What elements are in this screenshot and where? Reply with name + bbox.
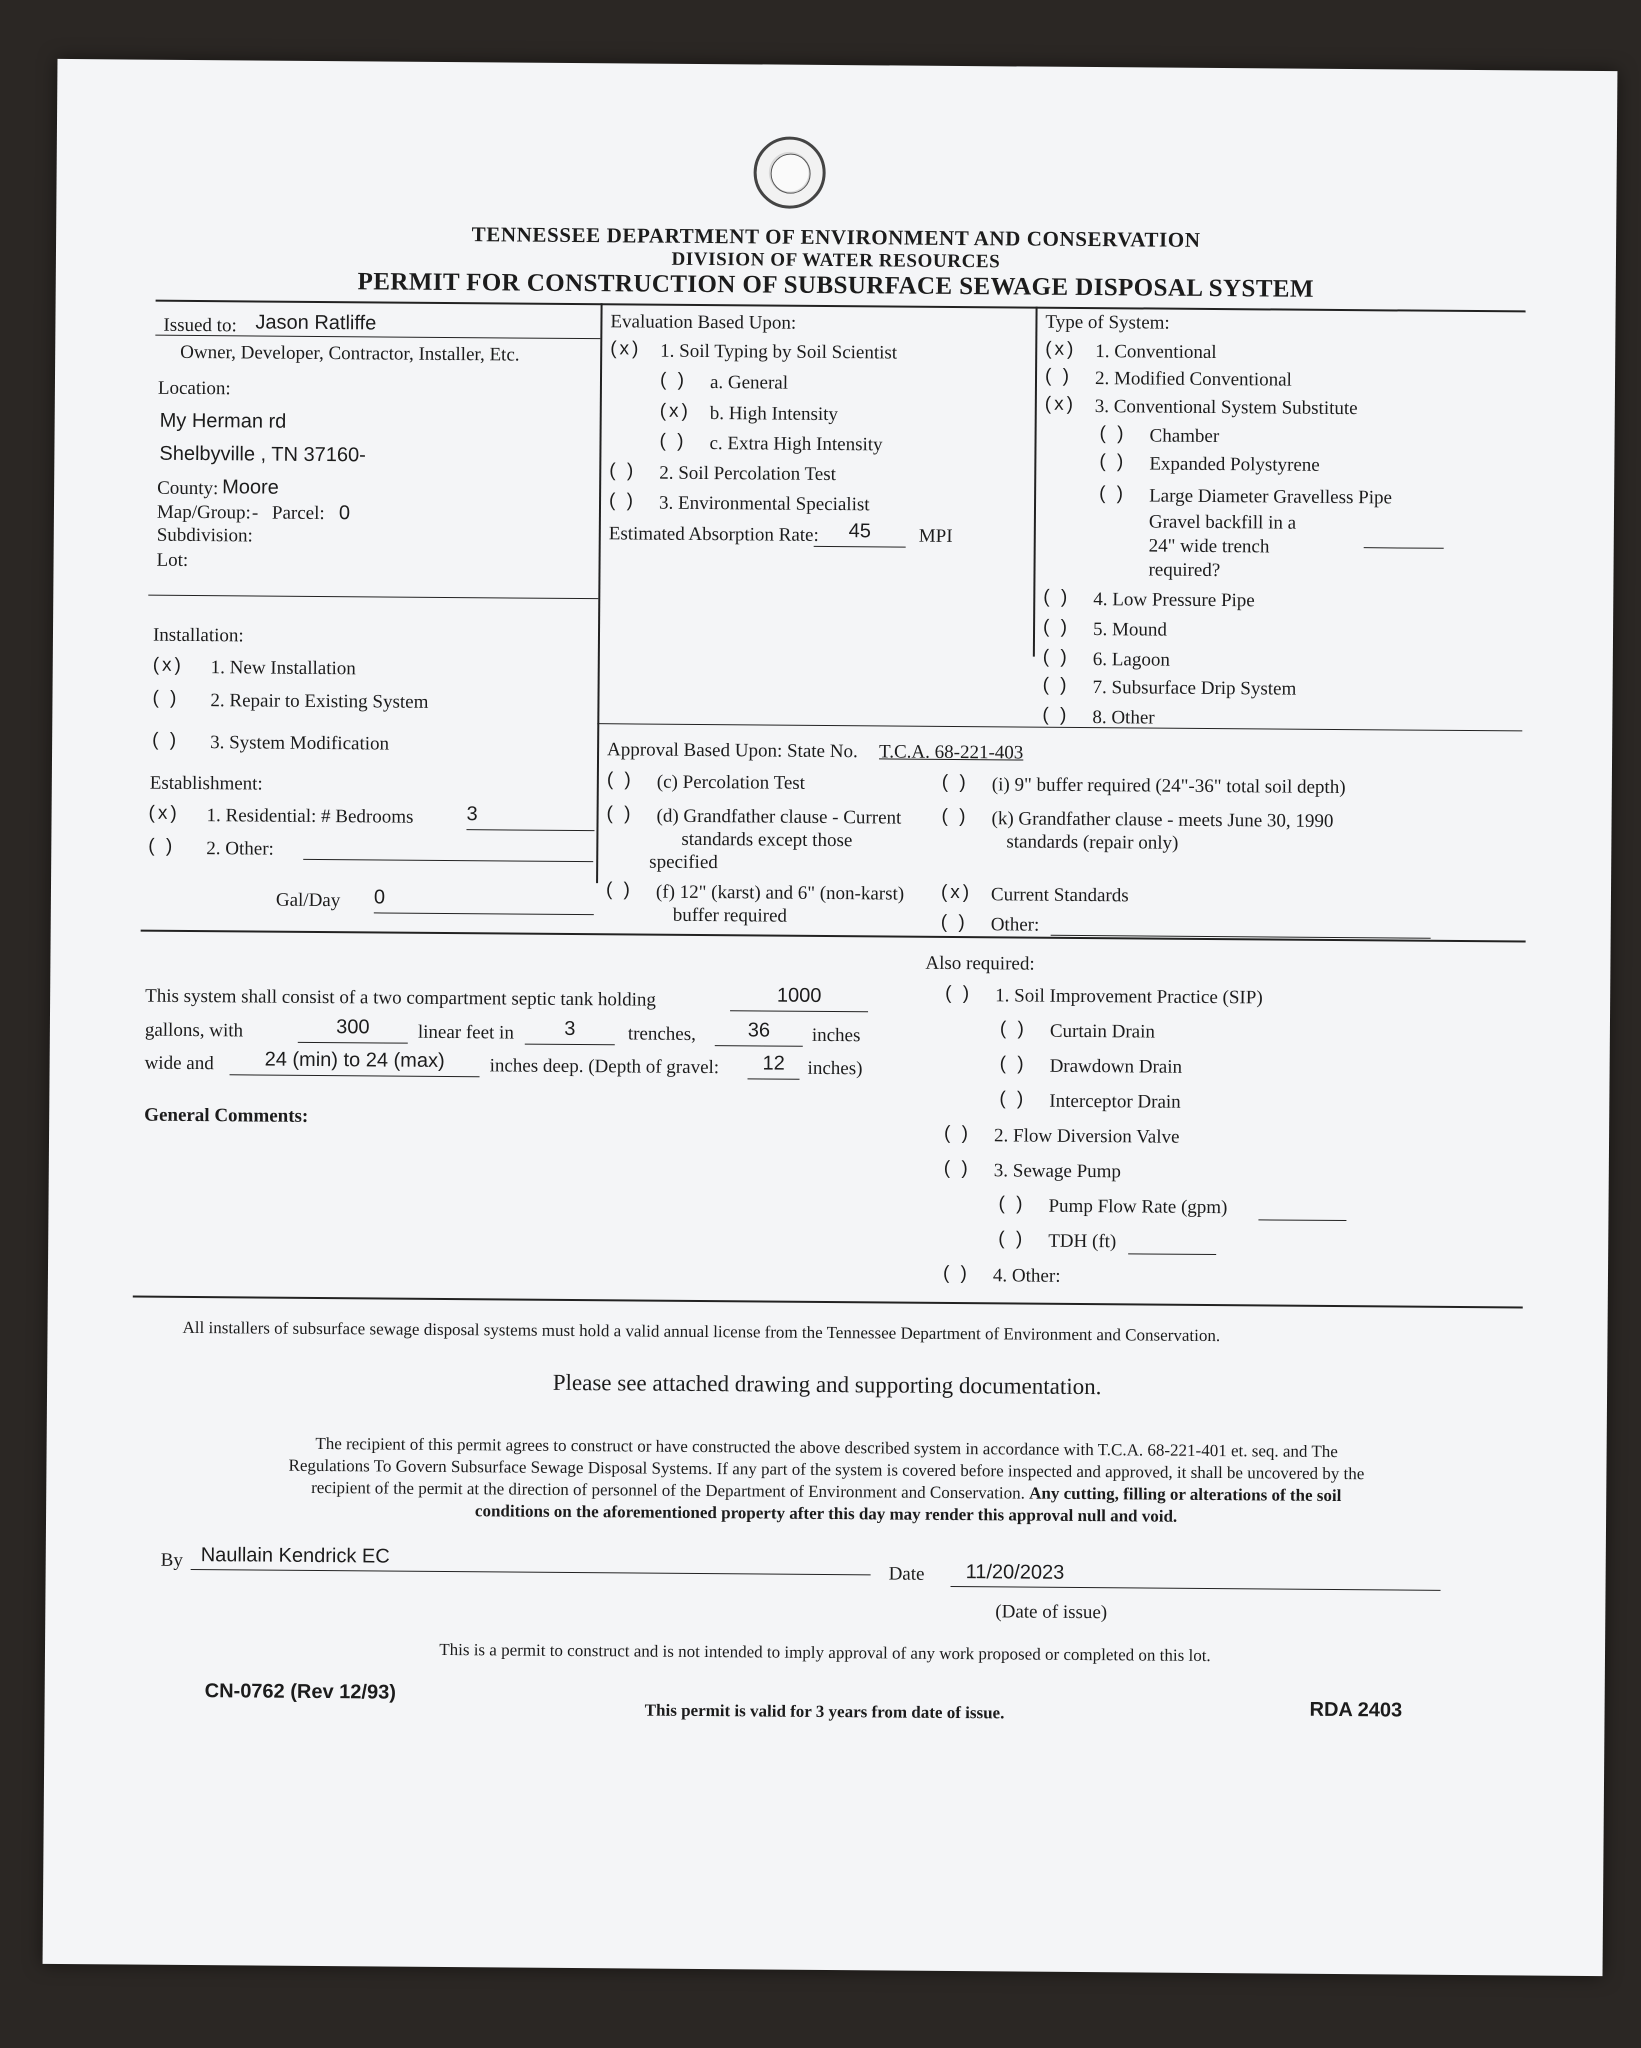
tdh-field[interactable] bbox=[1128, 1227, 1216, 1255]
parcel-label: Parcel: bbox=[271, 502, 325, 525]
flow-valve-checkbox[interactable]: ( ) bbox=[944, 1122, 972, 1145]
type-other-label: 8. Other bbox=[1092, 707, 1155, 729]
pump-flow-rate-field[interactable] bbox=[1258, 1193, 1346, 1221]
type-lagoon-checkbox[interactable]: ( ) bbox=[1042, 646, 1070, 668]
establishment-other-checkbox[interactable]: ( ) bbox=[148, 835, 176, 857]
curtain-drain-label: Curtain Drain bbox=[1049, 1020, 1155, 1043]
approval-f-line-1: (f) 12" (karst) and 6" (non-karst) bbox=[655, 881, 905, 905]
form-number: CN-0762 (Rev 12/93) bbox=[204, 1680, 396, 1704]
trenches-field[interactable]: 3 bbox=[525, 1018, 615, 1046]
system-type-label: Type of System: bbox=[1045, 311, 1170, 334]
eval-soil-typing-label: 1. Soil Typing by Soil Scientist bbox=[660, 340, 898, 364]
gravel-backfill-line-3: required? bbox=[1148, 559, 1221, 582]
rda-number: RDA 2403 bbox=[1309, 1698, 1403, 1722]
department-heading: TENNESSEE DEPARTMENT OF ENVIRONMENT AND CONSERVATION bbox=[471, 222, 1201, 252]
spec-text-1: This system shall consist of a two compartment septic tank holding bbox=[145, 985, 657, 1011]
tdh-label: TDH (ft) bbox=[1048, 1230, 1117, 1253]
by-label: By bbox=[160, 1549, 183, 1571]
issue-date-field[interactable]: 11/20/2023 bbox=[951, 1561, 1441, 1591]
approval-d-checkbox[interactable]: ( ) bbox=[606, 803, 634, 825]
spec-text-5: inches bbox=[811, 1024, 861, 1047]
residential-label: 1. Residential: # Bedrooms bbox=[206, 805, 414, 828]
eval-percolation-label: 2. Soil Percolation Test bbox=[659, 462, 837, 486]
drawdown-drain-label: Drawdown Drain bbox=[1049, 1055, 1183, 1078]
installation-modification-label: 3. System Modification bbox=[210, 732, 390, 755]
type-substitute-label: 3. Conventional System Substitute bbox=[1094, 396, 1358, 420]
sewage-pump-checkbox[interactable]: ( ) bbox=[943, 1157, 971, 1180]
sip-label: 1. Soil Improvement Practice (SIP) bbox=[995, 985, 1263, 1009]
bedrooms-field[interactable]: 3 bbox=[466, 803, 594, 831]
lot-label: Lot: bbox=[156, 549, 189, 571]
galday-label: Gal/Day bbox=[275, 889, 341, 912]
type-substitute-checkbox[interactable]: (x) bbox=[1044, 393, 1077, 415]
spec-text-7: inches deep. (Depth of gravel: bbox=[489, 1055, 720, 1079]
gravel-depth-field[interactable]: 12 bbox=[748, 1052, 800, 1079]
establishment-label: Establishment: bbox=[149, 772, 263, 795]
permit-paper bbox=[43, 59, 1618, 1976]
type-eps-label: Expanded Polystyrene bbox=[1149, 453, 1320, 476]
lower-rule bbox=[133, 1296, 1523, 1309]
type-eps-checkbox[interactable]: ( ) bbox=[1099, 451, 1127, 473]
gravel-backfill-line-1: Gravel backfill in a bbox=[1148, 511, 1297, 534]
tdh-checkbox[interactable]: ( ) bbox=[998, 1228, 1026, 1250]
installation-repair-checkbox[interactable]: ( ) bbox=[152, 687, 180, 709]
date-label: Date bbox=[888, 1563, 925, 1585]
state-seal-icon bbox=[753, 136, 826, 209]
eval-percolation-checkbox[interactable]: ( ) bbox=[609, 460, 637, 482]
type-drip-label: 7. Subsurface Drip System bbox=[1092, 677, 1297, 700]
eval-extra-high-checkbox[interactable]: ( ) bbox=[659, 430, 687, 452]
agreement-line-2: Regulations To Govern Subsurface Sewage Disposal Systems. If any part of the system is covered before inspected and approved, it shall be uncovered by the bbox=[288, 1455, 1365, 1484]
pump-flow-rate-checkbox[interactable]: ( ) bbox=[998, 1193, 1026, 1215]
installation-modification-checkbox[interactable]: ( ) bbox=[152, 729, 180, 751]
also-other-checkbox[interactable]: ( ) bbox=[942, 1262, 971, 1285]
agreement-line-3-bold: Any cutting, filling or alterations of the soil bbox=[1029, 1483, 1342, 1506]
approval-f-line-2: buffer required bbox=[672, 904, 788, 927]
establishment-other-label: 2. Other: bbox=[206, 838, 274, 860]
type-ldgp-checkbox[interactable]: ( ) bbox=[1099, 483, 1127, 505]
attached-note: Please see attached drawing and supporting documentation. bbox=[552, 1369, 1102, 1400]
type-lpp-label: 4. Low Pressure Pipe bbox=[1093, 589, 1255, 612]
approval-d-line-2: standards except those bbox=[681, 828, 853, 852]
drawdown-drain-checkbox[interactable]: ( ) bbox=[999, 1053, 1027, 1075]
linear-feet-field[interactable]: 300 bbox=[298, 1016, 408, 1044]
eval-environmental-checkbox[interactable]: ( ) bbox=[608, 490, 637, 512]
type-lagoon-label: 6. Lagoon bbox=[1092, 649, 1170, 671]
also-other-label: 4. Other: bbox=[992, 1265, 1061, 1287]
approval-current-label: Current Standards bbox=[990, 884, 1129, 907]
spec-text-6: wide and bbox=[144, 1052, 214, 1075]
issuer-name-field[interactable]: Naullain Kendrick EC bbox=[191, 1544, 871, 1575]
absorption-rate-unit: MPI bbox=[918, 525, 953, 547]
absorption-rate-field[interactable]: 45 bbox=[814, 520, 906, 548]
location-label: Location: bbox=[157, 377, 231, 400]
absorption-rate-label: Estimated Absorption Rate: bbox=[608, 523, 819, 546]
type-mound-checkbox[interactable]: ( ) bbox=[1042, 616, 1071, 638]
installation-label: Installation: bbox=[152, 624, 244, 647]
right-column-divider bbox=[1033, 307, 1038, 657]
issued-caption: Owner, Developer, Contractor, Installer, Etc. bbox=[180, 341, 520, 366]
spec-text-3: linear feet in bbox=[417, 1021, 514, 1044]
spec-text-4: trenches, bbox=[627, 1023, 697, 1045]
pump-flow-rate-label: Pump Flow Rate (gpm) bbox=[1048, 1195, 1228, 1219]
parcel-value: 0 bbox=[338, 502, 351, 525]
division-heading: DIVISION OF WATER RESOURCES bbox=[671, 248, 1001, 273]
map-label: Map/Group: bbox=[156, 501, 251, 524]
approval-d-line-1: (d) Grandfather clause - Current bbox=[656, 805, 902, 829]
approval-i-label: (i) 9" buffer required (24"-36" total soil depth) bbox=[991, 774, 1346, 799]
also-required-label: Also required: bbox=[925, 952, 1035, 975]
type-modified-label: 2. Modified Conventional bbox=[1094, 368, 1292, 391]
eval-extra-high-label: c. Extra High Intensity bbox=[709, 433, 883, 456]
sip-checkbox[interactable]: ( ) bbox=[945, 982, 973, 1005]
address-line-2: Shelbyville , TN 37160- bbox=[159, 442, 366, 467]
curtain-drain-checkbox[interactable]: ( ) bbox=[999, 1018, 1027, 1040]
interceptor-drain-checkbox[interactable]: ( ) bbox=[999, 1088, 1027, 1110]
residential-checkbox[interactable]: (x) bbox=[148, 802, 180, 824]
type-drip-checkbox[interactable]: ( ) bbox=[1042, 674, 1070, 696]
approval-k-line-1: (k) Grandfather clause - meets June 30, 1990 bbox=[991, 808, 1334, 832]
agreement-line-4: conditions on the aforementioned property after this day may render this approval null and void. bbox=[474, 1501, 1178, 1526]
interceptor-drain-label: Interceptor Drain bbox=[1049, 1090, 1181, 1113]
flow-valve-label: 2. Flow Diversion Valve bbox=[993, 1125, 1180, 1148]
issued-to-name: Jason Ratliffe bbox=[255, 311, 377, 335]
approval-f-checkbox[interactable]: ( ) bbox=[605, 879, 634, 901]
type-conventional-checkbox[interactable]: (x) bbox=[1045, 338, 1077, 360]
spec-text-8: inches) bbox=[807, 1057, 863, 1080]
agreement-line-1: The recipient of this permit agrees to construct or have constructed the above described system in accordance with T.C.A. 68-221-401 et. seq. and The bbox=[315, 1433, 1338, 1462]
establishment-other-field[interactable] bbox=[303, 833, 593, 862]
eval-general-checkbox[interactable]: ( ) bbox=[659, 369, 688, 391]
eval-environmental-label: 3. Environmental Specialist bbox=[658, 492, 870, 516]
type-other-checkbox[interactable]: ( ) bbox=[1042, 704, 1070, 726]
trench-depth-field[interactable]: 24 (min) to 24 (max) bbox=[230, 1048, 480, 1077]
permit-title: PERMIT FOR CONSTRUCTION OF SUBSURFACE SEWAGE DISPOSAL SYSTEM bbox=[357, 268, 1315, 303]
not-approval-note: This is a permit to construct and is not intended to imply approval of any work proposed or completed on this lot. bbox=[439, 1639, 1211, 1666]
tank-capacity-field[interactable]: 1000 bbox=[730, 984, 868, 1012]
spec-text-2: gallons, with bbox=[144, 1019, 244, 1042]
gravel-backfill-line-2: 24" wide trench bbox=[1148, 535, 1270, 558]
installation-new-checkbox[interactable]: (x) bbox=[152, 654, 184, 676]
approval-label: Approval Based Upon: State No. bbox=[607, 739, 858, 763]
approval-other-field[interactable] bbox=[1051, 909, 1431, 939]
date-caption: (Date of issue) bbox=[995, 1601, 1108, 1624]
gravel-backfill-field[interactable] bbox=[1364, 521, 1444, 549]
approval-other-label: Other: bbox=[990, 914, 1040, 936]
approval-i-checkbox[interactable]: ( ) bbox=[941, 771, 969, 794]
license-note: All installers of subsurface sewage disposal systems must hold a valid annual license from the Tennessee Department of Environment and Conservation. bbox=[182, 1317, 1221, 1346]
approval-k-line-2: standards (repair only) bbox=[1006, 831, 1179, 854]
type-ldgp-label: Large Diameter Gravelless Pipe bbox=[1149, 485, 1393, 509]
approval-c-checkbox[interactable]: ( ) bbox=[606, 769, 634, 791]
approval-statute: T.C.A. 68-221-403 bbox=[879, 741, 1024, 764]
address-line-1: My Herman rd bbox=[159, 409, 287, 433]
county-value: Moore bbox=[222, 476, 279, 499]
type-conventional-label: 1. Conventional bbox=[1095, 341, 1217, 364]
installation-new-label: 1. New Installation bbox=[210, 657, 356, 680]
general-comments-label: General Comments: bbox=[144, 1104, 309, 1127]
galday-field[interactable]: 0 bbox=[374, 886, 594, 915]
type-chamber-label: Chamber bbox=[1149, 425, 1220, 448]
approval-other-checkbox[interactable]: ( ) bbox=[940, 911, 968, 934]
approval-c-label: (c) Percolation Test bbox=[656, 771, 806, 794]
eval-general-label: a. General bbox=[709, 372, 789, 394]
trench-width-field[interactable]: 36 bbox=[715, 1019, 803, 1047]
type-modified-checkbox[interactable]: ( ) bbox=[1044, 365, 1073, 387]
type-lpp-checkbox[interactable]: ( ) bbox=[1043, 586, 1071, 608]
installation-repair-label: 2. Repair to Existing System bbox=[210, 690, 429, 713]
eval-high-intensity-checkbox[interactable]: (x) bbox=[659, 400, 691, 422]
agreement-line-3-normal: recipient of the permit at the direction of personnel of the Department of Environment and Conservation. bbox=[311, 1477, 1025, 1503]
eval-soil-typing-checkbox[interactable]: (x) bbox=[610, 338, 642, 360]
approval-k-checkbox[interactable]: ( ) bbox=[941, 805, 969, 828]
left-column-divider bbox=[596, 303, 603, 883]
sewage-pump-label: 3. Sewage Pump bbox=[993, 1160, 1122, 1183]
subdivision-label: Subdivision: bbox=[156, 524, 253, 547]
approval-current-checkbox[interactable]: (x) bbox=[940, 881, 973, 904]
map-value: - bbox=[251, 502, 259, 524]
eval-high-intensity-label: b. High Intensity bbox=[709, 403, 839, 426]
issued-to-label: Issued to: bbox=[163, 314, 237, 337]
location-rule bbox=[148, 595, 598, 600]
approval-d-line-3: specified bbox=[649, 851, 718, 874]
type-chamber-checkbox[interactable]: ( ) bbox=[1099, 423, 1127, 445]
validity-note: This permit is valid for 3 years from date of issue. bbox=[644, 1700, 1005, 1723]
type-mound-label: 5. Mound bbox=[1092, 619, 1168, 641]
evaluation-label: Evaluation Based Upon: bbox=[610, 311, 797, 334]
county-label: County: bbox=[157, 477, 219, 500]
